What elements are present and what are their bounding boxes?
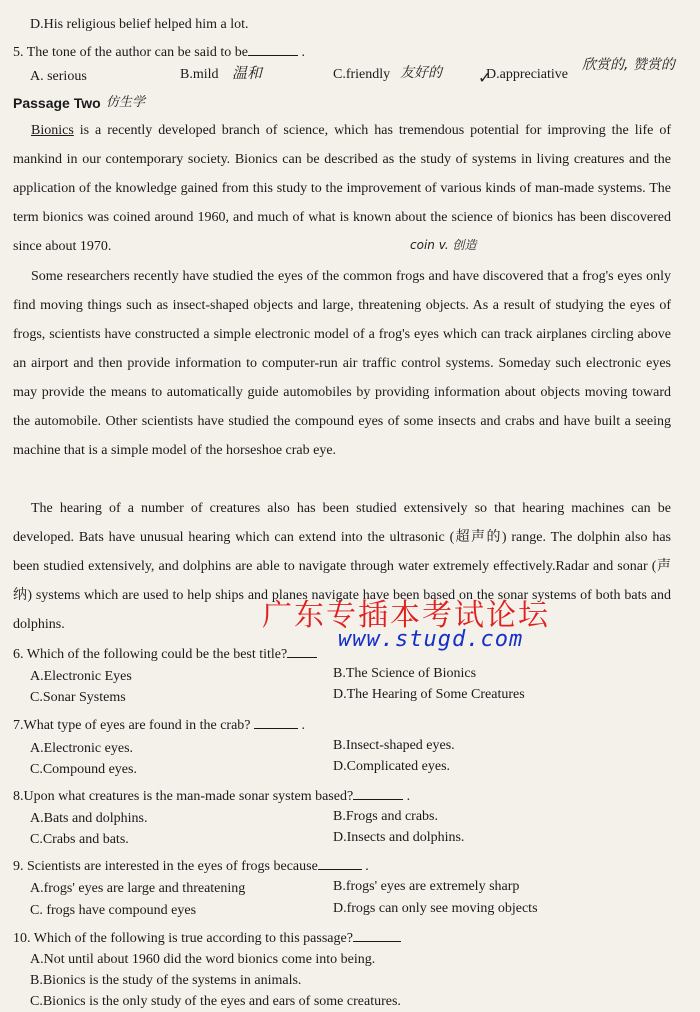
q7-option-c: C.Compound eyes. xyxy=(30,762,137,777)
passage-paragraph-2: Some researchers recently have studied the eyes of the common frogs and have discovered that a frog's eyes only find moving things such as insect-shaped objects and large, threatening objects. As a result of studying the eyes of frogs, scientists have constructed a simple electronic model of a frog's eyes which can track airplanes circling above an airport and then provide information to computer-run air traffic control systems. Someday such electronic eyes may provide the means to automatically guide automobiles by providing information about objects moving toward the automobile. Other scientists have studied the compound eyes of some insects and crabs and have built a seeing machine that is a simple model of the horseshoe crab eye. xyxy=(13,269,671,458)
handwritten-note-bionics: 仿生学 xyxy=(106,95,146,110)
q9-option-b: B.frogs' eyes are extremely sharp xyxy=(333,879,520,894)
q6-option-b: B.The Science of Bionics xyxy=(333,666,477,681)
q5-option-c: C.friendly xyxy=(333,67,391,82)
q6-stem: 6. Which of the following could be the best title? xyxy=(13,645,317,664)
q6-option-a: A.Electronic Eyes xyxy=(30,669,132,684)
handwritten-note-coin: coin v. 创造 xyxy=(410,238,477,252)
q9-stem: 9. Scientists are interested in the eyes of frogs because . xyxy=(13,859,369,874)
q6-option-c: C.Sonar Systems xyxy=(30,690,126,705)
q7-option-d: D.Complicated eyes. xyxy=(333,759,451,774)
q9-option-c: C. frogs have compound eyes xyxy=(30,903,197,918)
q10-option-c: C.Bionics is the only study of the eyes and ears of some creatures. xyxy=(30,994,401,1009)
passage-heading: Passage Two xyxy=(13,95,101,111)
watermark-chinese: 广东专插本考试论坛 xyxy=(262,598,550,633)
q7-stem: 7.What type of eyes are found in the crab? . xyxy=(13,718,306,733)
q7-option-a: A.Electronic eyes. xyxy=(30,741,134,756)
watermark-url: www.stugd.com xyxy=(338,627,524,652)
q5-option-b: B.mild xyxy=(180,67,219,82)
q10-option-b: B.Bionics is the study of the systems in animals. xyxy=(30,973,302,988)
q8-option-c: C.Crabs and bats. xyxy=(30,832,129,847)
q10-option-a: A.Not until about 1960 did the word bionics come into being. xyxy=(30,952,376,967)
q8-option-a: A.Bats and dolphins. xyxy=(30,811,148,826)
q5-option-a: A. serious xyxy=(30,69,87,84)
q5-stem: 5. The tone of the author can be said to be . xyxy=(13,45,305,60)
q10-stem: 10. Which of the following is true according to this passage? xyxy=(13,929,401,948)
q7-option-b: B.Insect-shaped eyes. xyxy=(333,738,455,753)
q9-option-a: A.frogs' eyes are large and threatening xyxy=(30,881,246,896)
q8-stem: 8.Upon what creatures is the man-made sonar system based? . xyxy=(13,789,411,804)
handwritten-note-mild: 温和 xyxy=(232,64,263,82)
passage-paragraph-3: The hearing of a number of creatures also has been studied extensively so that hearing machines can be developed. Bats have unusual hearing which can extend into the ultrasonic (超声的) range. The dolphin also has been studied extensively, and dolphins are able to navigate through water extremely effectively.Radar and sonar (声纳) systems which are used to help ships and planes navigate have been based on the sonar systems of both bats and dolphins. xyxy=(13,501,671,632)
handwritten-note-appreciative: 欣赏的, 赞赏的 xyxy=(582,57,675,73)
q8-option-b: B.Frogs and crabs. xyxy=(333,809,438,824)
q9-option-d: D.frogs can only see moving objects xyxy=(333,901,538,916)
q4-option-d: D.His religious belief helped him a lot. xyxy=(30,17,249,32)
passage-paragraph-1: Bionics is a recently developed branch of science, which has tremendous potential for improving the life of mankind in our contemporary society. Bionics can be described as the study of systems in living creatures and the application of the knowledge gained from this study to the improvement of various kinds of man-made systems. The term bionics was coined around 1960, and much of what is known about the science of bionics has been discovered since about 1970. xyxy=(13,123,671,254)
q6-option-d: D.The Hearing of Some Creatures xyxy=(333,687,525,702)
q5-option-d: D.appreciative xyxy=(486,67,569,82)
check-mark-icon: ✓ xyxy=(478,68,492,87)
bionics-underlined: Bionics xyxy=(31,123,74,138)
q8-option-d: D.Insects and dolphins. xyxy=(333,830,465,845)
handwritten-note-friendly: 友好的 xyxy=(400,65,442,81)
